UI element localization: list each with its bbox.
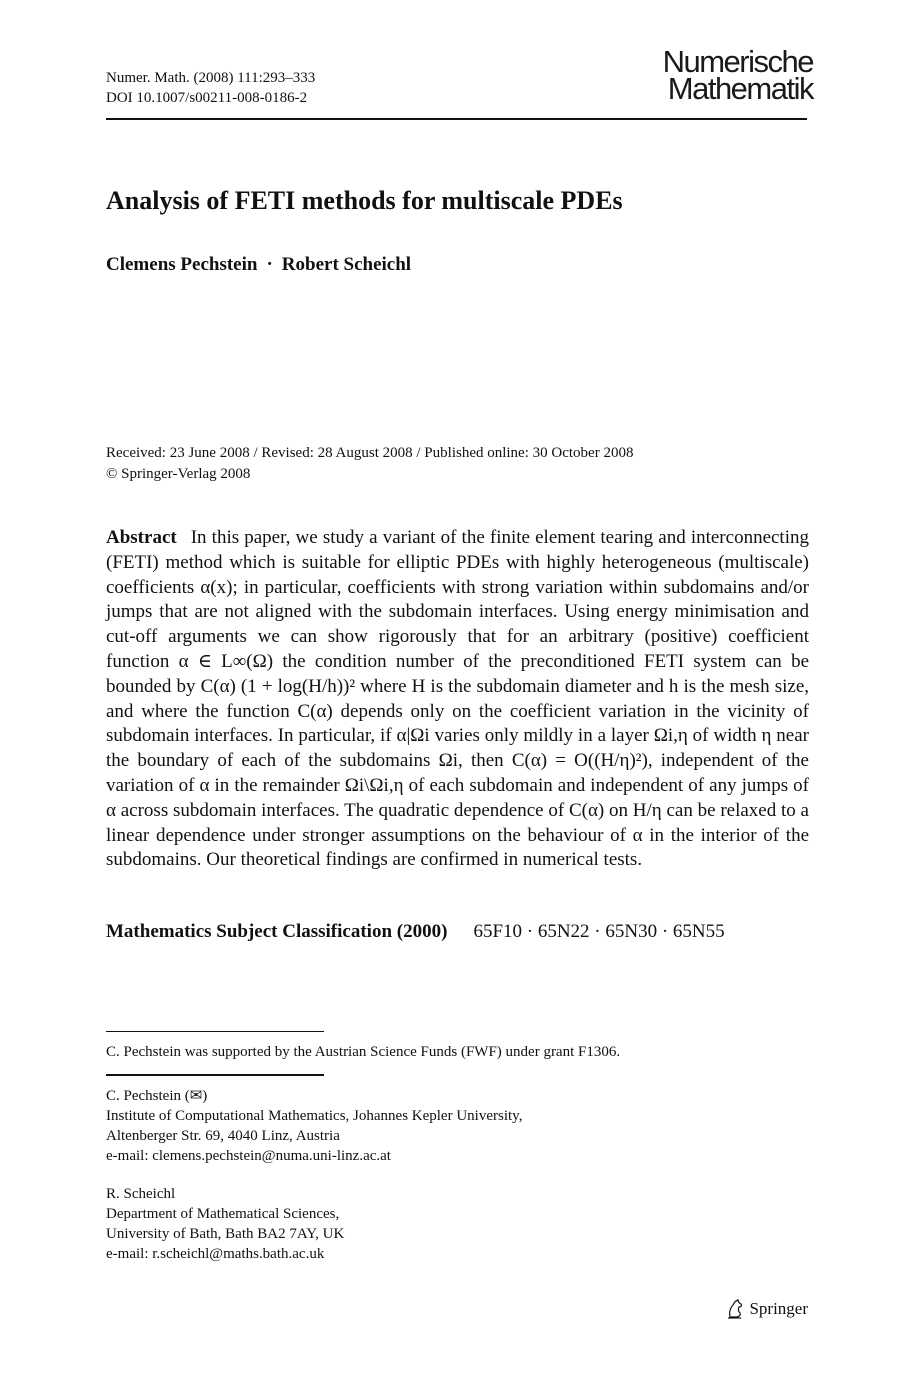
doi: DOI 10.1007/s00211-008-0186-2 xyxy=(106,90,308,106)
abstract-label: Abstract xyxy=(106,527,177,548)
affiliation-rule xyxy=(106,1074,324,1076)
springer-horse-icon xyxy=(726,1299,744,1319)
msc-label: Mathematics Subject Classification (2000) xyxy=(106,921,448,942)
affiliation-name: C. Pechstein (✉) xyxy=(106,1088,208,1104)
author-name: Robert Scheichl xyxy=(281,254,412,275)
abstract xyxy=(106,526,809,873)
affiliation-address: Altenberger Str. 69, 4040 Linz, Austria xyxy=(106,1128,340,1144)
publisher-name: Springer xyxy=(749,1299,808,1318)
affiliation-address: University of Bath, Bath BA2 7AY, UK xyxy=(106,1226,345,1242)
affiliation-email: e-mail: clemens.pechstein@numa.uni-linz.ac.at xyxy=(106,1148,391,1164)
journal-logo-line2: Mathematik xyxy=(667,71,813,106)
author-name: Clemens Pechstein xyxy=(106,254,258,275)
funding-footnote: C. Pechstein was supported by the Austrian Science Funds (FWF) under grant F1306. xyxy=(106,1044,621,1060)
copyright: © Springer-Verlag 2008 xyxy=(106,466,251,482)
paper-title: Analysis of FETI methods for multiscale PDEs xyxy=(106,186,623,215)
citation: Numer. Math. (2008) 111:293–333 xyxy=(106,70,316,86)
author-separator: · xyxy=(266,254,273,275)
abstract-text: In this paper, we study a variant of the finite element tearing and interconnecting (FETI) method which is suitable for elliptic PDEs with highly heterogeneous (multiscale) coefficients α(x); in particular, coefficients with strong variation within subdomains and/or jumps that are not aligned with the subdomain interfaces. Using energy minimisation and cut-off arguments we can show rigorously that for an arbitrary (positive) coefficient function α ∈ L∞(Ω) the condition number of the preconditioned FETI system can be bounded by C(α) (1 + log(H/h))² where H is the subdomain diameter and h is the mesh size, and where the function C(α) depends only on the coefficient variation in the vicinity of subdomain interfaces. In particular, if α|Ωi varies only mildly in a layer Ωi,η of width η near the boundary of each of the subdomains Ωi, then C(α) = O((H/η)²), independent of the variation of α in the remainder Ωi\Ωi,η of each subdomain and independent of any jumps of α across subdomain interfaces. The quadratic dependence of C(α) on H/η can be relaxed to a linear dependence under stronger assumptions on the behaviour of α in the interior of the subdomains. Our theoretical findings are confirmed in numerical tests. xyxy=(106,527,809,871)
author-list xyxy=(106,254,411,276)
header-rule xyxy=(106,118,807,120)
affiliation-email: e-mail: r.scheichl@maths.bath.ac.uk xyxy=(106,1246,325,1262)
affiliation-name: R. Scheichl xyxy=(106,1186,176,1202)
affiliation-dept: Institute of Computational Mathematics, Johannes Kepler University, xyxy=(106,1108,523,1124)
affiliation-block xyxy=(106,1086,522,1166)
journal-logo-line1: Numerische xyxy=(662,44,813,79)
msc-codes: 65F10 · 65N22 · 65N30 · 65N55 xyxy=(473,921,725,942)
msc-classification xyxy=(106,921,725,943)
footnote-rule xyxy=(106,1031,324,1032)
dates-line: Received: 23 June 2008 / Revised: 28 August 2008 / Published online: 30 October 2008 xyxy=(106,445,634,461)
affiliation-block xyxy=(106,1184,344,1264)
publication-dates xyxy=(106,443,633,485)
journal-logo xyxy=(662,44,813,106)
header-citation-block xyxy=(106,68,315,108)
affiliation-dept: Department of Mathematical Sciences, xyxy=(106,1206,340,1222)
springer-logo xyxy=(726,1299,808,1319)
